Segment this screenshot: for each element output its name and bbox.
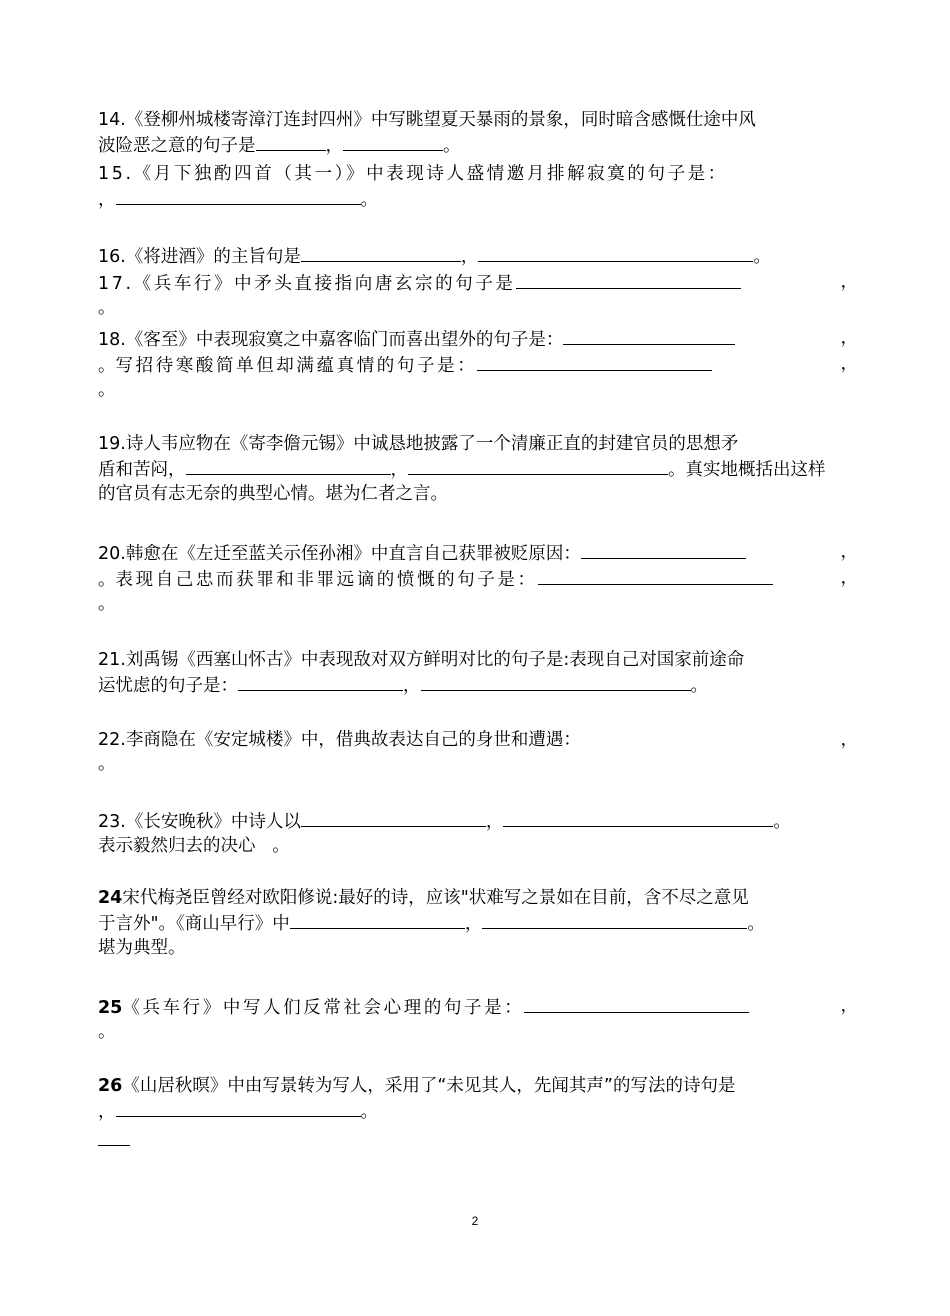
q24-text-1: 宋代梅尧臣曾经对欧阳修说:最好的诗，应该"状难写之景如在目前，含不尽之意见 [122, 888, 749, 908]
q26-comma: ， [98, 1102, 116, 1122]
question-17 [98, 270, 858, 320]
q24-line2 [98, 910, 858, 936]
q23-prompt: 23.《长安晚秋》中诗人以 [98, 812, 301, 832]
q16-blank-2[interactable] [478, 243, 753, 262]
q26-blank[interactable] [116, 1098, 361, 1117]
q24-blank-2[interactable] [482, 910, 747, 929]
question-14 [98, 108, 858, 158]
q15-line1: 15.《月下独酌四首（其一）》中表现诗人盛情邀月排解寂寞的句子是： [98, 164, 728, 184]
q20-blank-1[interactable] [581, 540, 746, 559]
q20-period-1: 。 [98, 570, 116, 590]
q23-line2 [98, 834, 858, 858]
q17-prompt: 17.《兵车行》中矛头直接指向唐玄宗的句子是 [98, 274, 516, 294]
q22-line1 [98, 728, 858, 752]
q23-line1 [98, 808, 858, 834]
q21-line2 [98, 672, 858, 698]
q17-line1 [98, 270, 858, 296]
q19-blank-2[interactable] [408, 456, 668, 475]
q24-comma: ， [464, 914, 483, 934]
q24-line3: 堪为典型。 [98, 938, 186, 958]
q25-prompt: 《兵车行》中写人们反常社会心理的句子是： [122, 998, 525, 1018]
question-22 [98, 728, 858, 776]
q18-blank-2[interactable] [477, 352, 712, 371]
q26-line1 [98, 1074, 858, 1098]
q23-continuation: 表示毅然归去的决心 [98, 836, 256, 856]
question-20 [98, 540, 858, 616]
q18-prompt-2: 写招待寒酸简单但却满蕴真情的句子是： [115, 356, 478, 376]
q23-blank-1[interactable] [301, 808, 486, 827]
q22-line2: 。 [98, 754, 116, 774]
q20-line1 [98, 540, 858, 566]
q23-comma: ， [485, 812, 504, 832]
q16-blank-1[interactable] [301, 243, 461, 262]
q19-prompt: 盾和苦闷， [98, 460, 186, 480]
q24-line1 [98, 886, 858, 910]
question-19 [98, 432, 858, 506]
q14-comma: ， [325, 136, 343, 156]
q19-comma: ， [390, 460, 408, 480]
q21-comma: ， [403, 676, 421, 696]
q16-comma: ， [460, 247, 479, 267]
question-23 [98, 808, 858, 858]
q17-comma: ， [840, 272, 858, 292]
q18-blank-1[interactable] [563, 326, 735, 345]
q18-line2 [98, 352, 858, 378]
q18-line1 [98, 326, 858, 352]
q24-blank-1[interactable] [290, 910, 465, 929]
q14-blank-2[interactable] [343, 132, 443, 151]
q20-blank-2[interactable] [538, 566, 773, 585]
q18-period-1: 。 [98, 356, 116, 376]
q25-number: 25 [98, 998, 123, 1018]
q23-period-2: 。 [272, 836, 290, 856]
question-21 [98, 648, 858, 698]
q15-blank[interactable] [116, 186, 361, 205]
q23-period: 。 [773, 812, 791, 832]
q17-blank[interactable] [516, 270, 741, 289]
q24-number: 24 [98, 888, 123, 908]
q25-blank[interactable] [524, 994, 749, 1013]
q14-line1: 14.《登柳州城楼寄漳汀连封四州》中写眺望夏天暴雨的景象，同时暗含感慨仕途中风 [98, 110, 756, 130]
q18-prompt-1: 18.《客至》中表现寂寞之中嘉客临门而喜出望外的句子是： [98, 330, 564, 350]
q26-number: 26 [98, 1076, 123, 1096]
q25-line2: 。 [98, 1022, 116, 1042]
question-15 [98, 162, 858, 212]
q14-period: 。 [443, 136, 461, 156]
q19-suffix: 。真实地概括出这样 [668, 460, 826, 480]
q15-period: 。 [360, 190, 378, 210]
q16-prompt: 16.《将进酒》的主旨句是 [98, 247, 301, 267]
q20-line2 [98, 566, 858, 592]
q21-blank-2[interactable] [421, 672, 691, 691]
q20-line3: 。 [98, 594, 116, 614]
question-25 [98, 994, 858, 1044]
q18-comma-1: ， [840, 328, 858, 348]
q14-blank-1[interactable] [256, 132, 326, 151]
page-number: 2 [471, 1214, 479, 1228]
q25-comma: ， [840, 996, 858, 1016]
q20-comma-1: ， [840, 542, 858, 562]
q21-period: 。 [690, 676, 708, 696]
q15-comma: ， [98, 190, 116, 210]
question-16 [98, 243, 858, 269]
q15-line2 [98, 186, 858, 212]
q20-comma-2: ， [840, 568, 858, 588]
q16-period: 。 [753, 247, 771, 267]
q26-line2 [98, 1098, 858, 1124]
q23-blank-2[interactable] [503, 808, 773, 827]
q19-line3: 的官员有志无奈的典型心情。堪为仁者之言。 [98, 484, 448, 504]
q21-blank-1[interactable] [238, 672, 403, 691]
q18-line3: 。 [98, 380, 116, 400]
q24-prompt: 于言外"。《商山早行》中 [98, 914, 290, 934]
q18-comma-2: ， [840, 354, 858, 374]
q22-prompt: 22.李商隐在《安定城楼》中，借典故表达自己的身世和遭遇： [98, 730, 581, 750]
q19-line2 [98, 456, 858, 482]
q19-line1: 19.诗人韦应物在《寄李儋元锡》中诚恳地披露了一个清廉正直的封建官员的思想矛 [98, 434, 739, 454]
question-24 [98, 886, 858, 960]
q22-comma: ， [840, 730, 858, 750]
q21-line1: 21.刘禹锡《西塞山怀古》中表现敌对双方鲜明对比的句子是:表现自己对国家前途命 [98, 650, 745, 670]
q26-period: 。 [360, 1102, 378, 1122]
q20-prompt-2: 表现自己忠而获罪和非罪远谪的愤慨的句子是： [115, 570, 538, 590]
q14-prompt: 波险恶之意的句子是 [98, 136, 256, 156]
trailing-answer-line [98, 1145, 130, 1146]
q26-prompt: 《山居秋暝》中由写景转为写人，采用了“未见其人，先闻其声”的写法的诗句是 [122, 1076, 736, 1096]
q20-prompt-1: 20.韩愈在《左迁至蓝关示侄孙湘》中直言自己获罪被贬原因： [98, 544, 581, 564]
question-18 [98, 326, 858, 402]
q21-prompt: 运忧虑的句子是： [98, 676, 238, 696]
q14-line2 [98, 132, 858, 158]
q25-line1 [98, 994, 858, 1020]
q17-line2: 。 [98, 298, 116, 318]
q24-period: 。 [747, 914, 765, 934]
q19-blank-1[interactable] [186, 456, 391, 475]
question-26 [98, 1074, 858, 1124]
